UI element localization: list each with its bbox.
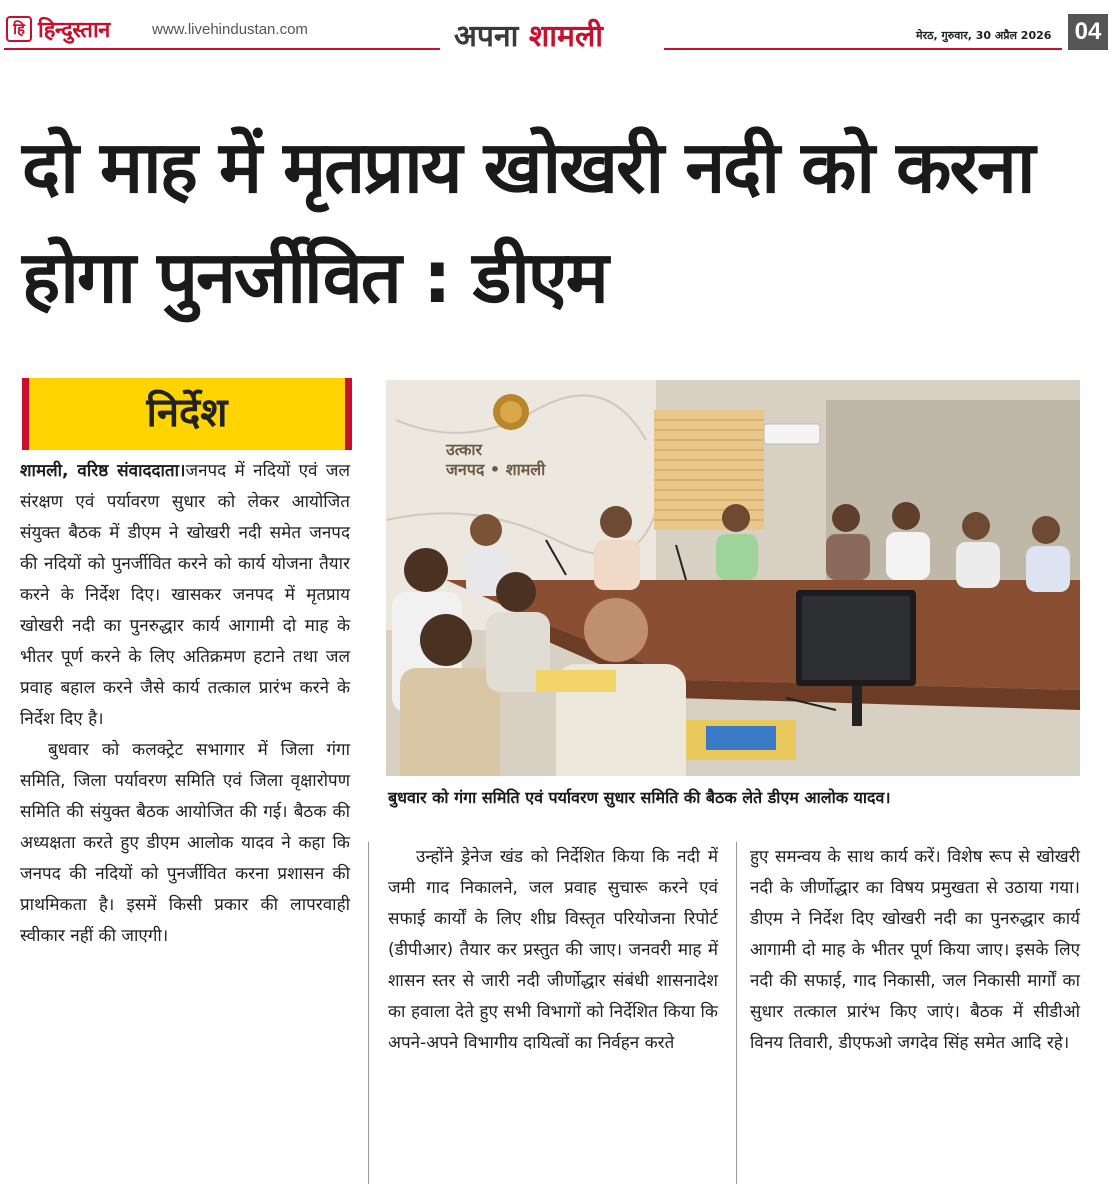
masthead-rule-right <box>664 48 1062 50</box>
dateline: मेरठ, गुरुवार, 30 अप्रैल 2026 <box>916 29 1052 42</box>
wall-sign-line2: जनपद • शामली <box>446 460 546 479</box>
newspaper-brand: हिन्दुस्तान <box>38 18 110 43</box>
article-paragraph-4: हुए समन्वय के साथ कार्य करें। विशेष रूप से खोखरी नदी के जीर्णोद्धार का विषय प्रमुखता से उठाया गया। डीएम ने निर्देश दिए खोखरी नदी का पुनरुद्धार कार्य आगामी दो माह के भीतर पूर्ण किया जाए। इसके लिए नदी की सफाई, गाद निकासी, जल निकासी मार्गों का सुधार तत्काल प्रारंभ किए जाएं। बैठक में सीडीओ विनय तिवारी, डीएफओ जगदेव सिंह समेत आदि रहे। <box>750 847 1080 1053</box>
wall-sign <box>446 440 545 480</box>
section-title <box>454 14 603 55</box>
site-url: www.livehindustan.com <box>152 21 308 38</box>
meeting-photo <box>386 380 1080 776</box>
masthead-rule-left <box>4 48 440 50</box>
article-column-2 <box>388 842 718 1059</box>
wall-sign-line1: उत्कार <box>446 440 483 459</box>
article-paragraph-1 <box>20 456 350 735</box>
article-column-3 <box>750 842 1080 1059</box>
kicker-box: निर्देश <box>22 378 352 450</box>
photo-caption: बुधवार को गंगा समिति एवं पर्यावरण सुधार समिति की बैठक लेते डीएम आलोक यादव। <box>388 788 891 807</box>
column-divider-1 <box>368 842 369 1184</box>
section-title-part2: शामली <box>528 19 604 54</box>
article-column-1 <box>20 456 350 952</box>
newspaper-logo-icon: हि <box>6 16 32 42</box>
byline: शामली, वरिष्ठ संवाददाता। <box>20 461 186 481</box>
page-number: 04 <box>1068 14 1108 50</box>
article-paragraph-2: बुधवार को कलक्ट्रेट सभागार में जिला गंगा समिति, जिला पर्यावरण समिति एवं जिला वृक्षारोपण समिति की संयुक्त बैठक आयोजित की गई। बैठक की अध्यक्षता करते हुए डीएम आलोक यादव ने कहा कि जनपद की नदियों को पुनर्जीवित करना प्रशासन की प्राथमिकता है। इसमें किसी प्रकार की लापरवाही स्वीकार नहीं की जाएगी। <box>20 740 350 946</box>
column-divider-2 <box>736 842 737 1184</box>
article-paragraph-3: उन्होंने ड्रेनेज खंड को निर्देशित किया कि नदी में जमी गाद निकालने, जल प्रवाह सुचारू करने एवं सफाई कार्यों के लिए शीघ्र विस्तृत परियोजना रिपोर्ट (डीपीआर) तैयार कर प्रस्तुत की जाए। जनवरी माह में शासन स्तर से जारी नदी जीर्णोद्धार संबंधी शासनादेश का हवाला देते हुए सभी विभागों को निर्देशित किया कि अपने-अपने विभागीय दायित्वों का निर्वहन करते <box>388 847 718 1053</box>
section-title-part1: अपना <box>454 19 519 54</box>
masthead <box>0 0 1112 58</box>
headline: दो माह में मृतप्राय खोखरी नदी को करना होगा पुनर्जीवित : डीएम <box>22 125 1034 319</box>
article-paragraph-1-text: जनपद में नदियों एवं जल संरक्षण एवं पर्यावरण सुधार को लेकर आयोजित संयुक्त बैठक में डीएम ने खोखरी नदी समेत जनपद की नदियों को पुनर्जीवित करने को कार्य योजना तैयार करने के निर्देश दिए। खासकर जनपद में मृतप्राय खोखरी नदी का पुनरुद्धार कार्य आगामी दो माह के भीतर पूर्ण करने के लिए अतिक्रमण हटाने तथा जल प्रवाह बहाल करने जैसे कार्य तत्काल प्रारंभ करने के निर्देश दिए है। <box>20 461 350 729</box>
